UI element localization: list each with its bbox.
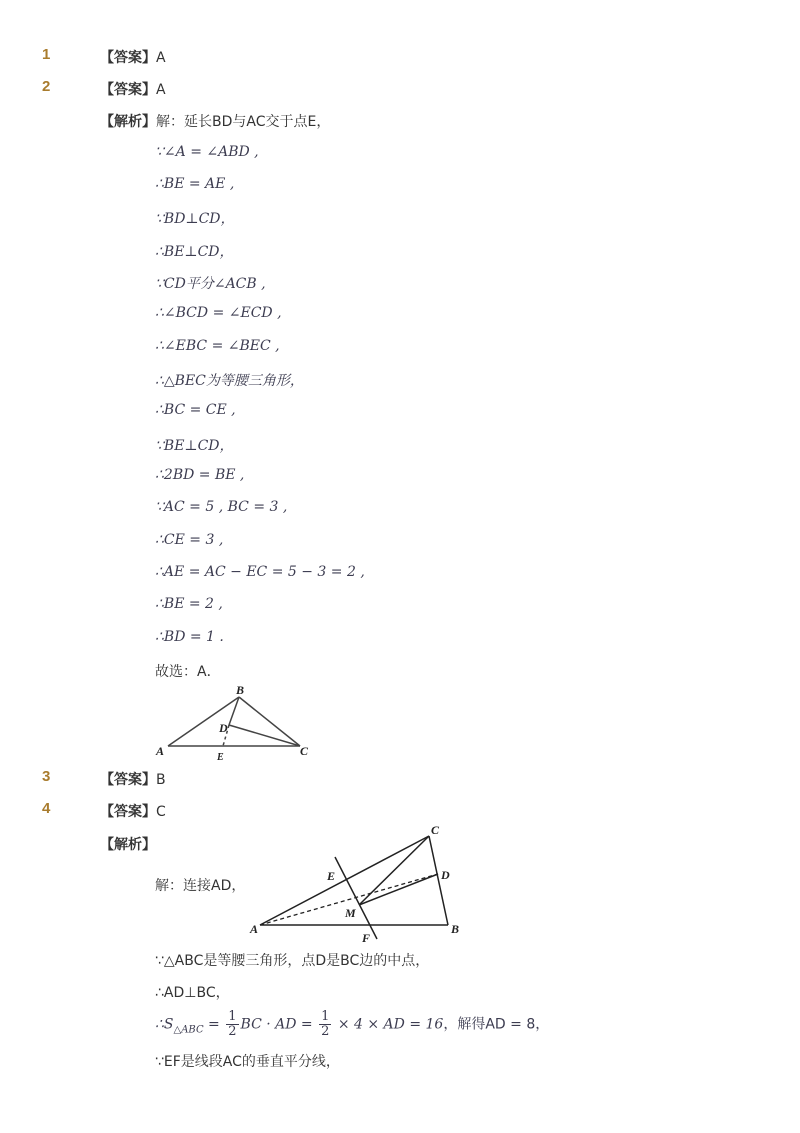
- q4-step-2: ∴AD⊥BC，: [155, 985, 230, 1001]
- q2-step-2: ∴BE = AE ,: [155, 176, 235, 192]
- answer-value: B: [156, 772, 166, 788]
- q2-step-16: ∴BD = 1 .: [155, 629, 224, 645]
- area-subscript: △ABC: [173, 1024, 204, 1036]
- q2-step-3: ∵BD⊥CD，: [155, 211, 235, 227]
- label-C: C: [300, 744, 309, 758]
- segment-BC: [239, 697, 300, 746]
- question-number-4: 4: [42, 800, 51, 817]
- analysis-line-2: [100, 111, 330, 131]
- answer-tag: 【答案】: [100, 804, 156, 820]
- label-C: C: [431, 823, 440, 837]
- label-M: M: [345, 906, 356, 920]
- label-A: A: [250, 922, 259, 936]
- analysis-line-4: [100, 834, 156, 854]
- segment-MD: [359, 874, 438, 905]
- label-D: D: [219, 721, 228, 735]
- answer-tag: 【答案】: [100, 82, 156, 98]
- question-number-3: 3: [42, 768, 51, 785]
- q2-triangle-figure: [150, 682, 320, 764]
- q2-step-4: ∴BE⊥CD，: [155, 244, 234, 260]
- q2-step-1: ∵∠A = ∠ABD ,: [155, 144, 259, 160]
- q2-conclusion: 故选：A．: [155, 664, 221, 680]
- answer-line-3: [100, 769, 166, 789]
- q2-step-11: ∴2BD = BE ,: [155, 467, 245, 483]
- line-EF: [335, 857, 377, 939]
- area-mid1: BC · AD =: [240, 1016, 318, 1033]
- q2-step-15: ∴BE = 2 ,: [155, 596, 223, 612]
- q2-step-9: ∴BC = CE ,: [155, 402, 236, 418]
- label-E: E: [327, 869, 336, 883]
- label-A: A: [156, 744, 165, 758]
- q2-step-14: ∴AE = AC − EC = 5 − 3 = 2 ,: [155, 564, 365, 580]
- answer-tag: 【答案】: [100, 50, 156, 66]
- label-B: B: [451, 922, 460, 936]
- segment-MC: [359, 836, 429, 905]
- label-F: F: [362, 931, 371, 945]
- analysis-tag: 【解析】: [100, 837, 156, 853]
- answer-line-4: [100, 801, 166, 821]
- label-E: E: [217, 752, 224, 763]
- q4-intro: 解：连接AD，: [155, 878, 246, 894]
- answer-tag: 【答案】: [100, 772, 156, 788]
- q2-step-6: ∴∠BCD = ∠ECD ,: [155, 305, 282, 321]
- label-B: B: [236, 683, 245, 697]
- question-number-2: 2: [42, 78, 51, 95]
- question-number-1: 1: [42, 46, 51, 63]
- fraction-half-2: $\frac{1}{2}$: [321, 1009, 330, 1039]
- q4-last-step: ∵EF是线段AC的垂直平分线，: [155, 1054, 340, 1070]
- q4-area-equation: [155, 1010, 549, 1039]
- answer-value: A: [156, 82, 166, 98]
- q2-step-7: ∴∠EBC = ∠BEC ,: [155, 338, 280, 354]
- area-prefix: ∴S: [155, 1016, 174, 1033]
- answer-line-1: [100, 47, 166, 67]
- area-eq1: =: [203, 1016, 225, 1033]
- segment-AB: [168, 697, 239, 746]
- q2-step-13: ∴CE = 3 ,: [155, 532, 224, 548]
- q2-step-12: ∵AC = 5 , BC = 3 ,: [155, 499, 288, 515]
- answer-value: A: [156, 50, 166, 66]
- answer-value: C: [156, 804, 166, 820]
- q2-step-5: ∵CD平分∠ACB ,: [155, 276, 266, 292]
- answer-line-2: [100, 79, 166, 99]
- area-suffix: ，解得AD = 8，: [443, 1016, 550, 1033]
- fraction-half: $\frac{1}{2}$: [228, 1009, 237, 1039]
- analysis-intro: 解：延长BD与AC交于点E，: [156, 114, 331, 130]
- q4-step-1: ∵△ABC是等腰三角形，点D是BC边的中点，: [155, 953, 430, 969]
- q2-step-10: ∵BE⊥CD，: [155, 438, 234, 454]
- label-D: D: [441, 868, 450, 882]
- area-mid2: × 4 × AD = 16: [333, 1016, 444, 1033]
- segment-DC: [229, 725, 300, 746]
- analysis-tag: 【解析】: [100, 114, 156, 130]
- q4-triangle-figure: [245, 822, 470, 947]
- q2-step-8: ∴△BEC为等腰三角形，: [155, 373, 304, 389]
